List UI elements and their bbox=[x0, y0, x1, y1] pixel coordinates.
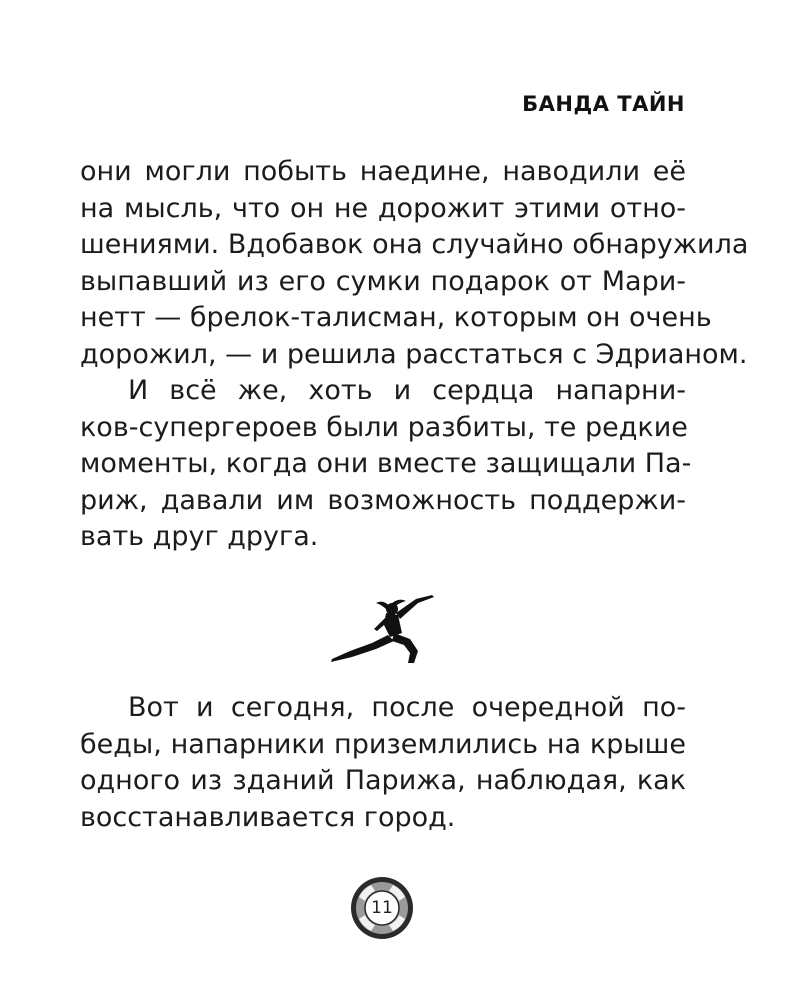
text-line: дорожил, — и решила расстаться с Эдрианом. bbox=[80, 338, 748, 370]
text-block-1 bbox=[80, 154, 749, 556]
text-line: И всё же, хоть и сердца напарни- bbox=[128, 375, 686, 406]
text-block-2 bbox=[80, 690, 686, 836]
text-line: вать друг друга. bbox=[80, 521, 319, 552]
text-line: одного из зданий Парижа, наблюдая, как bbox=[80, 765, 686, 796]
page-number: 11 bbox=[371, 898, 393, 918]
text-line: ков-супергероев были разбиты, те редкие bbox=[80, 411, 688, 443]
text-line: выпавший из его сумки подарок от Мари- bbox=[80, 265, 686, 297]
text-line: шениями. Вдобавок она случайно обнаружила bbox=[80, 229, 749, 260]
text-line: они могли побыть наедине, наводили её bbox=[80, 156, 686, 187]
running-title: БАНДА ТАЙН bbox=[522, 92, 685, 116]
heroine-silhouette-icon bbox=[328, 585, 438, 667]
text-line: риж, давали им возможность поддержи- bbox=[80, 484, 686, 516]
text-line: моменты, когда они вместе защищали Па- bbox=[80, 448, 692, 479]
text-line: беды, напарники приземлились на крыше bbox=[80, 728, 686, 760]
text-line: Вот и сегодня, после очередной по- bbox=[128, 692, 686, 723]
text-line: восстанавливается город. bbox=[80, 801, 456, 833]
text-line: на мысль, что он не дорожит этими отно- bbox=[80, 192, 686, 224]
text-line: нетт — брелок-талисман, которым он очень bbox=[80, 302, 712, 333]
